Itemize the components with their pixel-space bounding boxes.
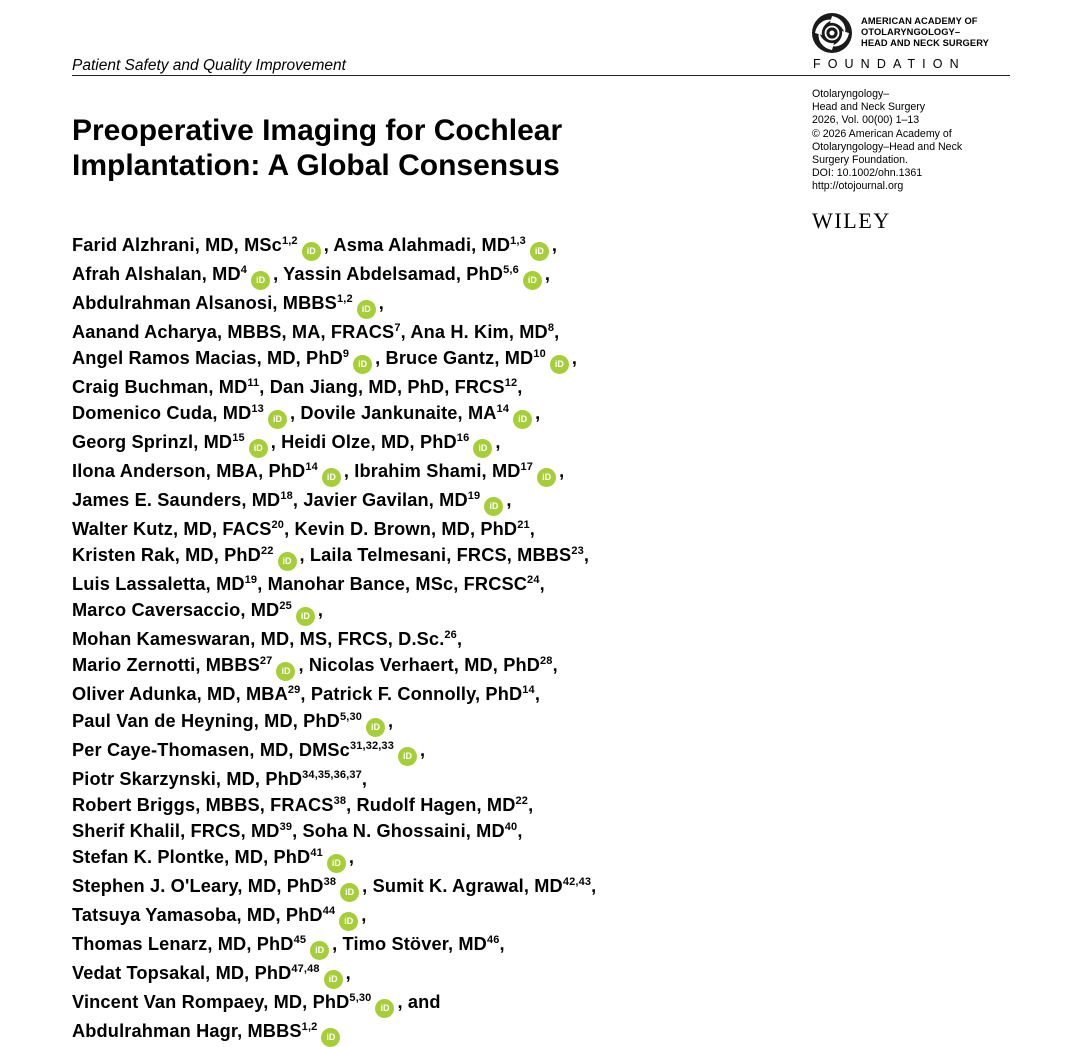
affiliation-superscript: 39 (279, 820, 293, 833)
orcid-icon[interactable]: iD (513, 410, 532, 429)
author-line (72, 374, 832, 400)
orcid-icon[interactable]: iD (322, 468, 341, 487)
author-line (72, 1018, 832, 1047)
logo-text (861, 16, 989, 50)
aao-hns-foundation-logo (811, 12, 1011, 74)
author-separator: , (346, 794, 357, 815)
section-label: Patient Safety and Quality Improvement (72, 57, 346, 74)
affiliation-superscript: 31,32,33 (349, 739, 394, 752)
author-name: Nicolas Verhaert, MD, PhD (308, 655, 541, 676)
logo-text-line: HEAD AND NECK SURGERY (861, 38, 989, 49)
author-separator: , (554, 322, 560, 342)
author-separator: , (495, 432, 501, 453)
author-line (72, 902, 832, 931)
orcid-icon[interactable]: iD (327, 854, 346, 873)
author-separator: , (298, 655, 309, 676)
author-separator: , (300, 684, 311, 705)
author-name: Marco Caversaccio, MD (72, 600, 280, 621)
author-name: Robert Briggs, MBBS, FRACS (72, 794, 334, 815)
author-line (72, 737, 832, 766)
author-list (72, 232, 832, 1047)
author-name: Paul Van de Heyning, MD, PhD (72, 710, 340, 731)
author-name: Kevin D. Brown, MD, PhD (294, 519, 518, 540)
author-name: Soha N. Ghossaini, MD (302, 820, 505, 841)
author-separator: , (517, 377, 523, 398)
author-separator: , (419, 739, 426, 760)
author-separator: , (289, 403, 301, 424)
affiliation-superscript: 21 (517, 519, 530, 532)
author-name: Farid Alzhrani, MD, MSc (72, 235, 282, 255)
swirl-logo-icon (811, 12, 853, 54)
author-name: Stefan K. Plontke, MD, PhD (72, 846, 311, 867)
author-separator: , (517, 820, 523, 841)
author-separator: , (292, 490, 304, 511)
journal-meta (812, 88, 962, 194)
author-line (72, 319, 832, 345)
author-separator: , (299, 545, 310, 566)
author-separator: , (528, 794, 534, 815)
orcid-icon[interactable]: iD (353, 355, 372, 374)
affiliation-superscript: 34,35,36,37 (302, 768, 362, 781)
affiliation-superscript: 41 (310, 846, 323, 859)
affiliation-superscript: 29 (287, 684, 301, 697)
affiliation-superscript: 5,6 (503, 264, 519, 276)
author-separator: , (400, 322, 411, 342)
orcid-icon[interactable]: iD (276, 662, 295, 681)
author-name: Javier Gavilan, MD (303, 490, 468, 511)
author-separator: , (559, 461, 565, 482)
author-line (72, 458, 832, 487)
author-line (72, 960, 832, 989)
affiliation-superscript: 19 (467, 490, 481, 503)
affiliation-superscript: 11 (247, 377, 260, 390)
orcid-icon[interactable]: iD (339, 912, 358, 931)
author-separator: , (544, 264, 551, 284)
author-name: Abdulrahman Hagr, MBBS (72, 1020, 302, 1041)
author-separator: , (284, 519, 295, 540)
author-name: Ibrahim Shami, MD (354, 461, 521, 482)
author-separator: , (591, 875, 597, 896)
author-separator: , (361, 904, 367, 925)
meta-line: Otolaryngology–Head and Neck (812, 140, 963, 153)
author-name: Timo Stöver, MD (342, 933, 487, 954)
affiliation-superscript: 9 (342, 348, 350, 361)
author-name: Laila Telmesani, FRCS, MBBS (309, 545, 572, 566)
affiliation-superscript: 28 (540, 655, 553, 668)
affiliation-superscript: 14 (522, 684, 535, 697)
affiliation-superscript: 27 (259, 655, 273, 668)
author-separator: , (378, 293, 384, 313)
author-separator: , (375, 348, 386, 369)
author-name: Asma Alahmadi, MD (333, 235, 511, 255)
article-title (72, 113, 712, 183)
author-name: Bruce Gantz, MD (385, 348, 534, 369)
author-separator: , (534, 684, 541, 705)
author-line (72, 931, 832, 960)
author-line (72, 818, 832, 844)
affiliation-superscript: 26 (444, 629, 457, 642)
author-line (72, 542, 832, 571)
orcid-icon[interactable]: iD (278, 552, 297, 571)
author-name: Mario Zernotti, MBBS (72, 655, 260, 676)
author-separator: , (456, 629, 463, 650)
orcid-icon[interactable]: iD (366, 718, 385, 737)
orcid-icon[interactable]: iD (249, 439, 268, 458)
affiliation-superscript: 46 (486, 933, 500, 946)
affiliation-superscript: 7 (394, 322, 401, 334)
affiliation-superscript: 1,3 (510, 235, 526, 247)
author-line (72, 652, 832, 681)
logo-text-line: OTOLARYNGOLOGY– (861, 27, 961, 38)
orcid-icon[interactable]: iD (310, 941, 329, 960)
logo-text-line: AMERICAN ACADEMY OF (861, 16, 978, 26)
affiliation-superscript: 10 (533, 348, 546, 361)
meta-line: 2026, Vol. 00(00) 1–13 (812, 114, 920, 127)
author-separator: , (362, 875, 373, 896)
author-separator: , (499, 933, 505, 954)
header-divider (72, 75, 1010, 76)
author-line (72, 429, 832, 458)
author-line (72, 487, 832, 516)
author-line (72, 766, 832, 792)
author-line (72, 400, 832, 429)
author-name: Stephen J. O'Leary, MD, PhD (72, 875, 324, 896)
author-separator: , (506, 490, 512, 511)
author-line (72, 792, 832, 818)
author-separator: , (348, 846, 355, 867)
author-line (72, 597, 832, 626)
meta-line: © 2026 American Academy of (812, 127, 952, 140)
orcid-icon[interactable]: iD (398, 747, 417, 766)
affiliation-superscript: 14 (496, 403, 510, 416)
author-name: Rudolf Hagen, MD (356, 794, 516, 815)
orcid-icon[interactable]: iD (537, 468, 556, 487)
author-separator: , (551, 235, 558, 255)
orcid-icon[interactable]: iD (550, 355, 569, 374)
author-name: Domenico Cuda, MD (72, 403, 252, 424)
affiliation-superscript: 4 (240, 264, 248, 276)
publisher-logo: WILEY (812, 208, 891, 233)
affiliation-superscript: 42,43 (562, 875, 592, 888)
author-separator: , (343, 461, 355, 482)
author-line (72, 290, 832, 319)
affiliation-superscript: 8 (547, 322, 555, 334)
author-line (72, 571, 832, 597)
author-separator: , (535, 403, 541, 424)
author-separator: , (332, 933, 343, 954)
author-name: Luis Lassaletta, MD (72, 574, 245, 595)
logo-foundation-text: FOUNDATION (813, 57, 966, 71)
orcid-icon[interactable]: iD (484, 497, 503, 516)
affiliation-superscript: 12 (504, 377, 518, 390)
author-name: Vincent Van Rompaey, MD, PhD (72, 991, 350, 1012)
author-separator: , (270, 432, 282, 453)
author-line (72, 989, 832, 1018)
author-name: Ilona Anderson, MBA, PhD (72, 461, 306, 482)
author-name: Kristen Rak, MD, PhD (72, 545, 261, 566)
author-separator: , (552, 655, 558, 676)
author-line (72, 345, 832, 374)
meta-line: Head and Neck Surgery (812, 101, 926, 114)
affiliation-superscript: 14 (305, 461, 318, 474)
affiliation-superscript: 20 (271, 519, 285, 532)
affiliation-superscript: 47,48 (291, 962, 320, 975)
author-name: Dan Jiang, MD, PhD, FRCS (269, 377, 505, 398)
author-line (72, 626, 832, 652)
author-separator: , (259, 377, 270, 398)
affiliation-superscript: 19 (244, 574, 258, 587)
affiliation-superscript: 1,2 (281, 235, 298, 247)
affiliation-superscript: 24 (527, 574, 540, 587)
orcid-icon[interactable]: iD (375, 999, 394, 1018)
author-name: Ana H. Kim, MD (410, 322, 548, 342)
author-line (72, 516, 832, 542)
affiliation-superscript: 40 (504, 820, 518, 833)
author-separator: , (273, 264, 284, 284)
affiliation-superscript: 15 (232, 432, 245, 445)
affiliation-superscript: 38 (333, 794, 347, 807)
author-name: Dovile Jankunaite, MA (300, 403, 497, 424)
author-name: Mohan Kameswaran, MD, MS, FRCS, D.Sc. (72, 629, 445, 650)
affiliation-superscript: 1,2 (301, 1020, 318, 1033)
orcid-icon[interactable]: iD (357, 300, 376, 319)
author-separator: , (387, 710, 394, 731)
author-name: Sumit K. Agrawal, MD (372, 875, 563, 896)
author-name: Piotr Skarzynski, MD, PhD (72, 768, 303, 789)
author-name: Manohar Bance, MSc, FRCSC (267, 574, 528, 595)
orcid-icon[interactable]: iD (530, 242, 549, 261)
meta-line: Otolaryngology– (812, 88, 890, 100)
title-line: Implantation: A Global Consensus (72, 149, 560, 182)
author-separator: , (583, 545, 590, 566)
author-separator: , (292, 820, 303, 841)
journal-url-link[interactable]: http://otojournal.org (812, 180, 904, 193)
author-separator: , (345, 962, 351, 983)
author-separator: , (323, 235, 334, 255)
author-separator: , (257, 574, 268, 595)
author-name: Yassin Abdelsamad, PhD (283, 264, 504, 284)
author-name: Oliver Adunka, MD, MBA (72, 684, 288, 705)
orcid-icon[interactable]: iD (523, 271, 542, 290)
author-separator: , (571, 348, 578, 369)
doi-line[interactable]: DOI: 10.1002/ohn.1361 (812, 167, 923, 180)
affiliation-superscript: 38 (323, 875, 337, 888)
affiliation-superscript: 44 (322, 904, 336, 917)
orcid-icon[interactable]: iD (324, 970, 343, 989)
author-name: Aanand Acharya, MBBS, MA, FRACS (72, 322, 395, 342)
author-separator: , (529, 519, 535, 540)
affiliation-superscript: 25 (279, 600, 292, 613)
author-name: Patrick F. Connolly, PhD (310, 684, 523, 705)
author-name: Abdulrahman Alsanosi, MBBS (72, 293, 337, 313)
affiliation-superscript: 1,2 (336, 293, 353, 305)
orcid-icon[interactable]: iD (296, 607, 315, 626)
author-line (72, 232, 832, 261)
author-line (72, 844, 832, 873)
author-line (72, 681, 832, 707)
author-name: Heidi Olze, MD, PhD (281, 432, 457, 453)
author-name: Walter Kutz, MD, FACS (72, 519, 272, 540)
orcid-icon[interactable]: iD (321, 1028, 340, 1047)
author-name: James E. Saunders, MD (72, 490, 281, 511)
author-name: Craig Buchman, MD (72, 377, 248, 398)
affiliation-superscript: 16 (456, 432, 470, 445)
author-line (72, 708, 832, 737)
orcid-icon[interactable]: iD (268, 410, 287, 429)
orcid-icon[interactable]: iD (251, 271, 270, 290)
author-name: Vedat Topsakal, MD, PhD (72, 962, 292, 983)
orcid-icon[interactable]: iD (302, 242, 321, 261)
author-separator: , (539, 574, 545, 595)
author-name: Tatsuya Yamasoba, MD, PhD (72, 904, 323, 925)
orcid-icon[interactable]: iD (340, 883, 359, 902)
title-line: Preoperative Imaging for Cochlear (72, 114, 563, 147)
affiliation-superscript: 5,30 (339, 710, 362, 723)
affiliation-superscript: 23 (571, 545, 584, 558)
author-name: Sherif Khalil, FRCS, MD (72, 820, 280, 841)
author-line (72, 261, 832, 290)
author-name: Per Caye-Thomasen, MD, DMSc (72, 739, 350, 760)
affiliation-superscript: 18 (280, 490, 293, 503)
meta-line: Surgery Foundation. (812, 154, 908, 167)
author-name: Georg Sprinzl, MD (72, 432, 233, 453)
author-name: Angel Ramos Macias, MD, PhD (72, 348, 343, 369)
author-separator: , (317, 600, 324, 621)
affiliation-superscript: 22 (515, 794, 529, 807)
affiliation-superscript: 22 (260, 545, 274, 558)
affiliation-superscript: 45 (293, 933, 307, 946)
author-separator: , (361, 768, 368, 789)
author-separator: , and (397, 991, 441, 1012)
affiliation-superscript: 17 (520, 461, 534, 474)
affiliation-superscript: 5,30 (349, 991, 372, 1004)
author-name: Thomas Lenarz, MD, PhD (72, 933, 294, 954)
author-line (72, 873, 832, 902)
author-name: Afrah Alshalan, MD (72, 264, 241, 284)
affiliation-superscript: 13 (251, 403, 264, 416)
orcid-icon[interactable]: iD (473, 439, 492, 458)
